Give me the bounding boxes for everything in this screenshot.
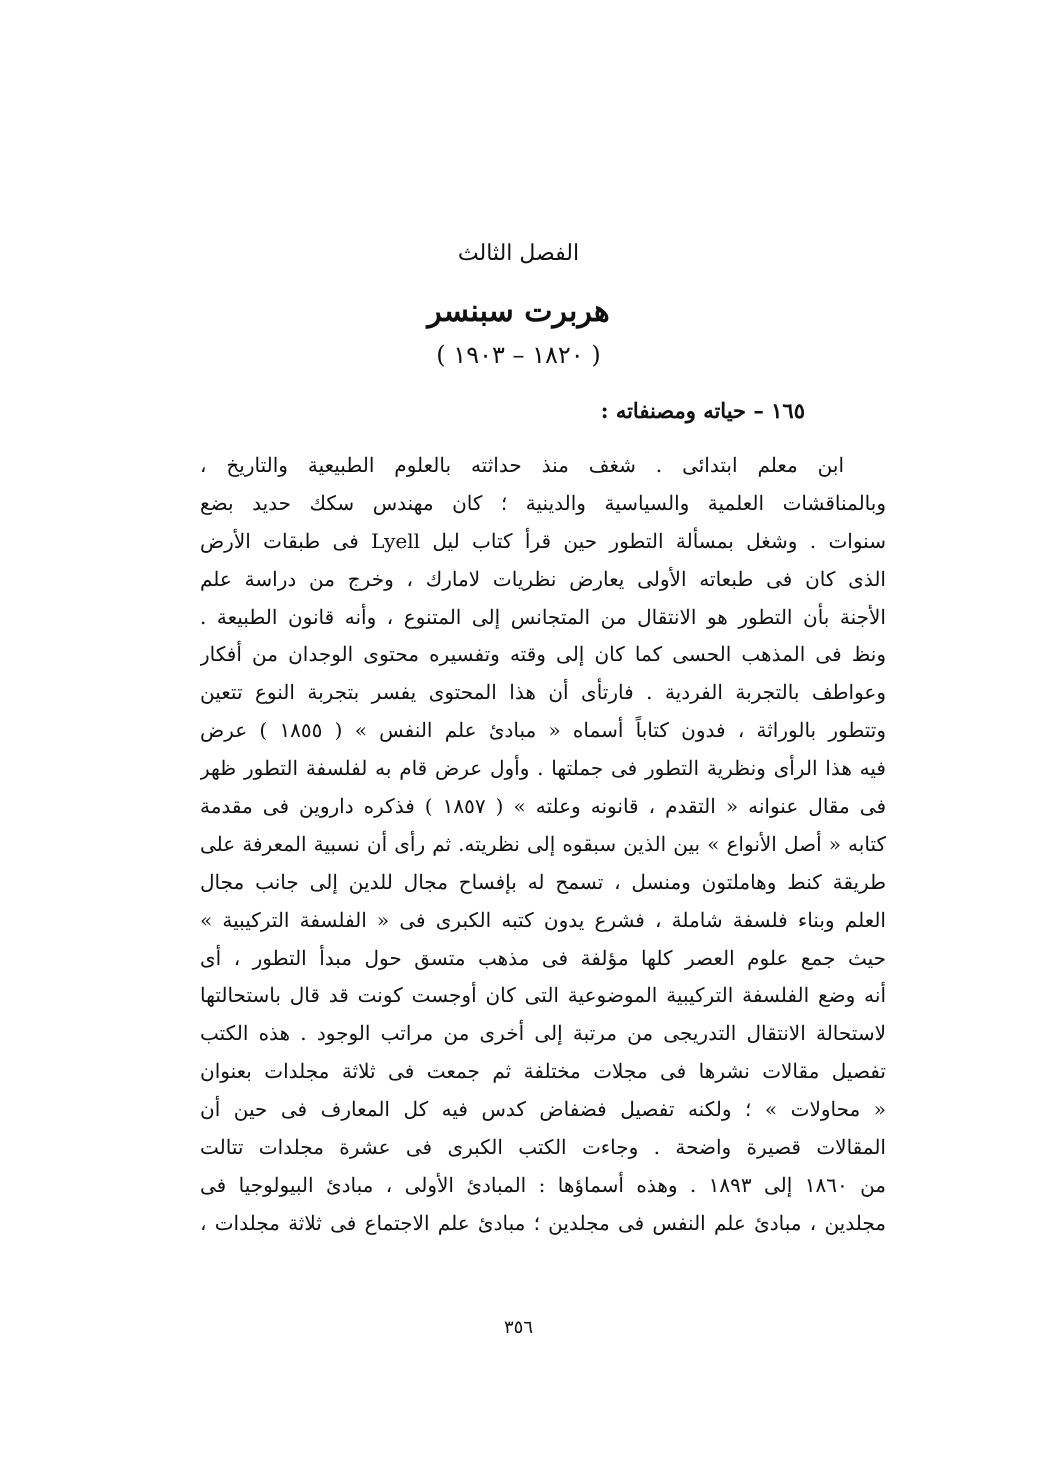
- body-line: من ١٨٦٠ إلى ١٨٩٣ . وهذه أسماؤها : المبادئ الأولى ، مبادئ البيولوجيا فى: [200, 1172, 886, 1197]
- body-line: طريقة كنط وهاملتون ومنسل ، تسمح له بإفساح مجال للدين إلى جانب مجال: [200, 869, 886, 894]
- body-line: حيث جمع علوم العصر كلها مؤلفة فى مذهب متسق حول مبدأ التطور ، أى: [200, 945, 886, 970]
- body-line: وعواطف بالتجربة الفردية . فارتأى أن هذا المحتوى يفسر بتجربة النوع تتعين: [200, 680, 886, 705]
- body-line: العلم وبناء فلسفة شاملة ، فشرع يدون كتبه الكبرى فى « الفلسفة التركيبية »: [200, 907, 886, 932]
- body-line: تفصيل مقالات نشرها فى مجلات مختلفة ثم جمعت فى ثلاثة مجلدات بعنوان: [200, 1059, 886, 1084]
- body-line: « محاولات » ؛ ولكنه تفصيل فضفاض كدس فيه كل المعارف فى حين أن: [200, 1097, 886, 1122]
- body-text: [200, 447, 886, 1243]
- chapter-label: الفصل الثالث: [457, 241, 580, 266]
- body-line: ونظ فى المذهب الحسى كما كان إلى وقته وتفسيره محتوى الوجدان من أفكار: [200, 642, 886, 667]
- page-number: ٣٥٦: [503, 1317, 533, 1338]
- body-line: أنه وضع الفلسفة التركيبية الموضوعية التى كان أوجست كونت قد قال باستحالتها: [200, 983, 886, 1008]
- body-line: المقالات قصيرة واضحة . وجاءت الكتب الكبرى فى عشرة مجلدات تتالت: [200, 1135, 886, 1160]
- body-line: فيه هذا الرأى ونظرية التطور فى جملتها . وأول عرض قام به لفلسفة التطور ظهر: [200, 756, 886, 781]
- body-line: فى مقال عنوانه « التقدم ، قانونه وعلته » ( ١٨٥٧ ) فذكره داروين فى مقدمة: [200, 794, 886, 819]
- body-line: كتابه « أصل الأنواع » بين الذين سبقوه إلى نظريته. ثم رأى أن نسبية المعرفة على: [200, 831, 886, 856]
- chapter-title: هربرت سبنسر: [427, 294, 610, 329]
- body-line: مجلدين ، مبادئ علم النفس فى مجلدين ؛ مبادئ علم الاجتماع فى ثلاثة مجلدات ،: [200, 1210, 886, 1235]
- body-line: سنوات . وشغل بمسألة التطور حين قرأ كتاب ليل Lyell فى طبقات الأرض: [200, 528, 886, 553]
- body-line: وبالمناقشات العلمية والسياسية والدينية ؛ كان مهندس سكك حديد بضع: [200, 490, 886, 515]
- body-line: الأجنة بأن التطور هو الانتقال من المتجانس إلى المتنوع ، وأنه قانون الطبيعة .: [200, 604, 886, 629]
- body-line: وتتطور بالوراثة ، فدون كتاباً أسماه « مبادئ علم النفس » ( ١٨٥٥ ) عرض: [200, 718, 886, 743]
- chapter-dates: ( ١٨٢٠ – ١٩٠٣ ): [436, 341, 601, 369]
- body-line: الذى كان فى طبعاته الأولى يعارض نظريات لامارك ، وخرج من دراسة علم: [200, 566, 886, 591]
- body-line: لاستحالة الانتقال التدريجى من مرتبة إلى أخرى من مراتب الوجود . هذه الكتب: [200, 1021, 886, 1046]
- section-heading: ١٦٥ – حياته ومصنفاته :: [600, 398, 805, 423]
- body-line: ابن معلم ابتدائى . شغف منذ حداثته بالعلوم الطبيعية والتاريخ ،: [200, 453, 844, 477]
